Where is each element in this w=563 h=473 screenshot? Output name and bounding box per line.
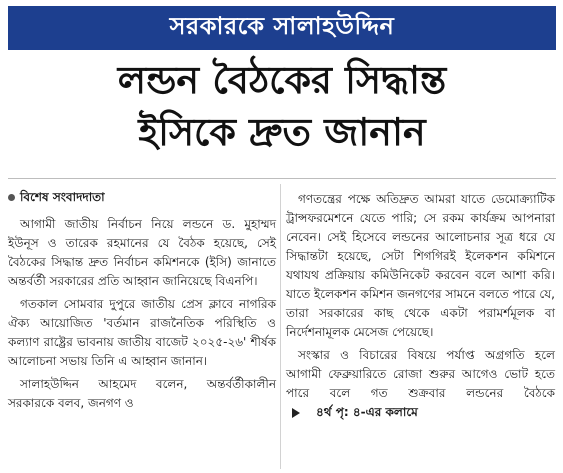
left-paragraph-1: আগামী জাতীয় নির্বাচন নিয়ে লন্ডনে ড. মুহাম্মদ ইউনূস ও তারেক রহমানের যে বৈঠক হয়েছে, সেই বৈঠকের সিদ্ধান্ত দ্রুত নির্বাচন কমিশনকে (ইসি) জানাতে অন্তর্বর্তী সরকারের প্রতি আহ্বান জানিয়েছে বিএনপি। bbox=[8, 217, 276, 288]
left-paragraph-2: গতকাল সোমবার দুপুরে জাতীয় প্রেস ক্লাবে নাগরিক ঐক্য আয়োজিত 'বর্তমান রাজনৈতিক পরিস্থিতি ও কল্যাণ রাষ্ট্রের ভাবনায় জাতীয় বাজেট ২০২৫-২৬' শীর্ষক আলোচনা সভায় তিনি এ আহ্বান জানান। bbox=[8, 297, 276, 368]
headline-line-1: লন্ডন বৈঠকের সিদ্ধান্ত bbox=[117, 58, 447, 102]
kicker-banner: সরকারকে সালাহউদ্দিন bbox=[8, 6, 556, 50]
right-paragraph-1: গণতন্ত্রের পক্ষে অতিদ্রুত আমরা যাতে ডেমোক্র্যাটিক ট্রান্সফরমেশনে যেতে পারি; সে রকম কার্যক্রম আপনারা নেবেন। সেই হিসেবে লন্ডনের আলোচনার সূত্র ধরে যে সিদ্ধান্তটা হয়েছে, সেটা শিগগিরই ইলেকশন কমিশনে যথাযথ প্রক্রিয়ায় কমিউনিকেট করবেন বলে আশা করি। যাতে ইলেকশন কমিশন জনগণের সামনে বলতে পারে যে, তারা সরকারের কাছ থেকে একটা পরামর্শমূলক বা নির্দেশনামূলক মেসেজ পেয়েছে। bbox=[286, 192, 555, 339]
arrow-right-icon bbox=[292, 408, 300, 418]
left-paragraph-3: সালাহউদ্দিন আহমেদ বলেন, অন্তর্বর্তীকালীন সরকারকে বলব, জনগণ ও bbox=[8, 377, 276, 410]
divider-rule bbox=[8, 178, 556, 179]
right-paragraph-2-text: সংস্কার ও বিচারের বিষয়ে পর্যাপ্ত অগ্রগতি হলে আগামী ফেব্রুয়ারিতে রোজা শুরুর আগেও ভোট হতে পারে বলে গত শুক্রবার লন্ডনের বৈঠকে bbox=[286, 348, 555, 400]
bullet-icon bbox=[8, 194, 15, 201]
right-column bbox=[286, 190, 555, 428]
headline-line-2: ইসিকে দ্রুত জানান bbox=[138, 110, 426, 154]
continuation-jump bbox=[292, 403, 418, 422]
byline-text: বিশেষ সংবাদদাতা bbox=[20, 190, 105, 204]
headline bbox=[8, 54, 556, 158]
left-column bbox=[8, 182, 276, 417]
continuation-jump-text: ৪র্থ পৃ: ৪-এর কলামে bbox=[316, 405, 418, 419]
right-paragraph-2 bbox=[286, 346, 555, 424]
byline bbox=[8, 188, 276, 207]
column-separator bbox=[280, 184, 281, 469]
